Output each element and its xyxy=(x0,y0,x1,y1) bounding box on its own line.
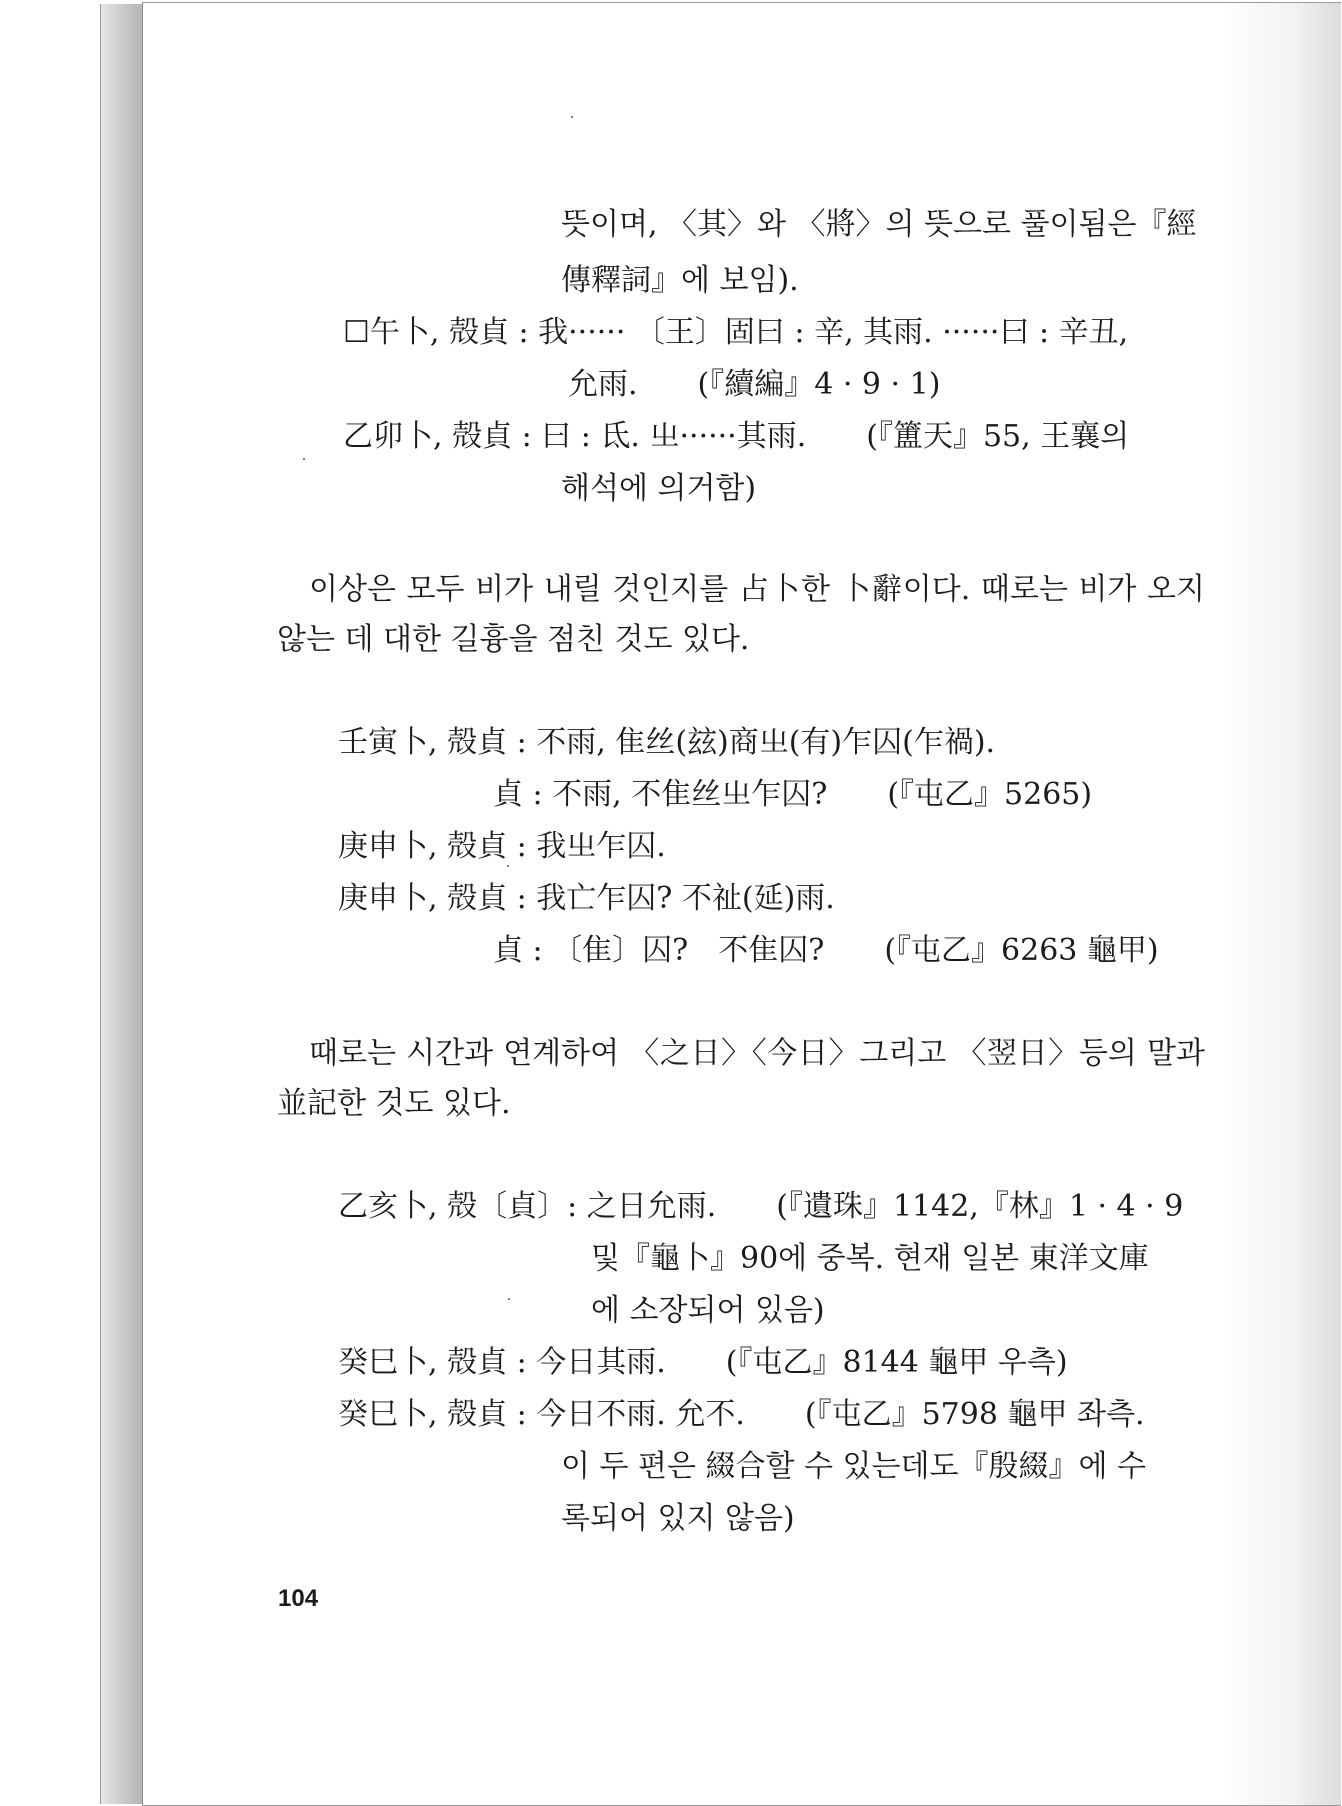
page-number: 104 xyxy=(278,1585,319,1612)
oracle-inscription: 貞 : 不雨, 不隹丝㞢乍囚? (『屯乙』5265) xyxy=(493,777,1093,812)
citation-line: 傳釋詞』에 보임). xyxy=(561,263,799,298)
body-paragraph-text: 때로는 시간과 연계하여 〈之日〉〈今日〉그리고 〈翌日〉등의 말과 並記한 것도 있다. xyxy=(277,1036,1205,1121)
book-page xyxy=(142,2,1341,1806)
oracle-inscription: ☐午卜, 殻貞 : 我······ 〔王〕固曰 : 辛, 其雨. ······曰 : 辛丑, xyxy=(343,315,1129,350)
oracle-inscription-continuation: 允雨. (『續編』4 · 9 · 1) xyxy=(568,367,941,402)
scan-speck xyxy=(303,458,305,460)
oracle-inscription: 癸巳卜, 殻貞 : 今日不雨. 允不. (『屯乙』5798 龜甲 좌측. xyxy=(338,1397,1145,1432)
oracle-inscription-continuation: 록되어 있지 않음) xyxy=(561,1501,795,1536)
oracle-inscription-continuation: 에 소장되어 있음) xyxy=(591,1293,825,1328)
oracle-inscription: 庚申卜, 殻貞 : 我㞢乍囚. xyxy=(338,829,666,864)
oracle-inscription: 壬寅卜, 殻貞 : 不雨, 隹丝(玆)商㞢(有)乍囚(乍禍). xyxy=(338,725,996,760)
citation-line: 뜻이며, 〈其〉와 〈將〉의 뜻으로 풀이됨은『經 xyxy=(561,207,1197,242)
oracle-inscription: 乙卯卜, 殻貞 : 曰 : 氐. 㞢······其雨. (『簠天』55, 王襄의 xyxy=(343,419,1130,454)
oracle-inscription-continuation: 이 두 편은 綴合할 수 있는데도『殷綴』에 수 xyxy=(561,1449,1146,1484)
body-paragraph xyxy=(277,565,1205,665)
book-spine xyxy=(100,4,143,1804)
oracle-inscription: 貞 : 〔隹〕囚? 不隹囚? (『屯乙』6263 龜甲) xyxy=(493,933,1159,968)
oracle-inscription: 乙亥卜, 殻〔貞〕: 之日允雨. (『遺珠』1142,『林』1 · 4 · 9 xyxy=(338,1189,1184,1224)
body-paragraph-text: 이상은 모두 비가 내릴 것인지를 占卜한 卜辭이다. 때로는 비가 오지 않는 데 대한 길흉을 점친 것도 있다. xyxy=(277,572,1205,657)
scan-speck xyxy=(571,116,573,118)
oracle-inscription-continuation: 해석에 의거함) xyxy=(561,471,757,506)
oracle-inscription-continuation: 및『龜卜』90에 중복. 현재 일본 東洋文庫 xyxy=(591,1241,1149,1276)
oracle-inscription: 癸巳卜, 殻貞 : 今日其雨. (『屯乙』8144 龜甲 우측) xyxy=(338,1345,1068,1380)
oracle-inscription: 庚申卜, 殻貞 : 我亡乍囚? 不祉(延)雨. xyxy=(338,881,835,916)
scan-speck xyxy=(508,1298,510,1300)
body-paragraph xyxy=(277,1029,1205,1129)
